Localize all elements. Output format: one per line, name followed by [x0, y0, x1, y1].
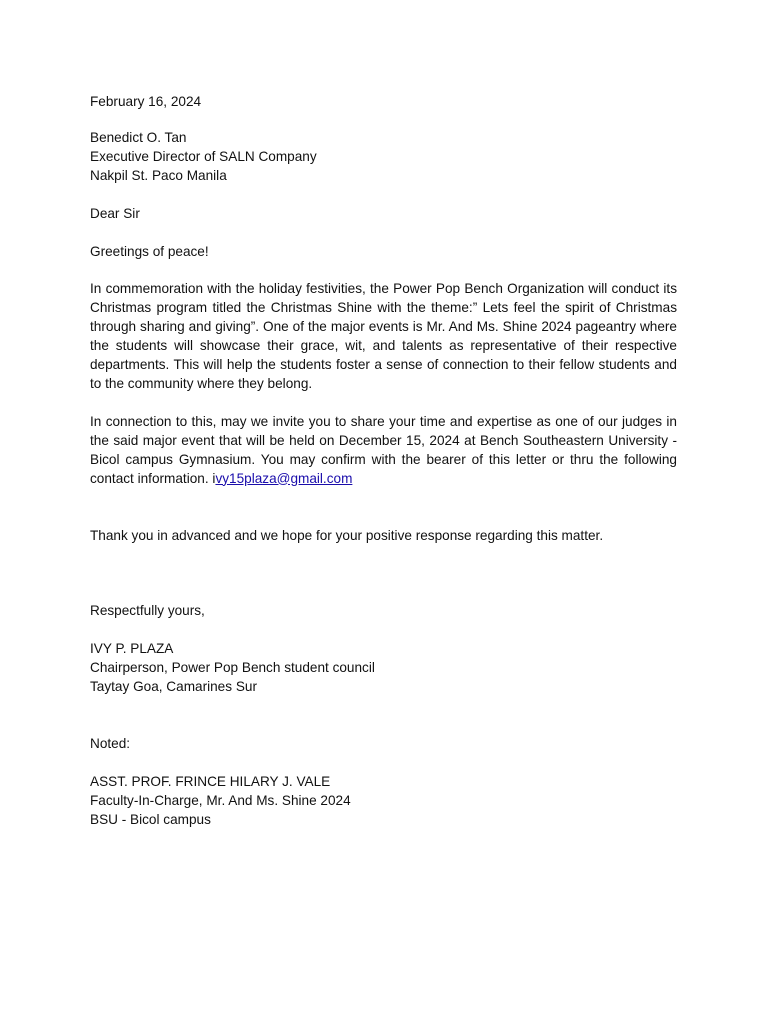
recipient-title: Executive Director of SALN Company	[90, 148, 317, 164]
recipient-address: Nakpil St. Paco Manila	[90, 167, 227, 183]
sender-title: Chairperson, Power Pop Bench student council	[90, 660, 375, 676]
thanks-line: Thank you in advanced and we hope for your positive response regarding this matter.	[90, 527, 604, 543]
letter-date: February 16, 2024	[90, 94, 202, 109]
body-paragraph-1: In commemoration with the holiday festivities, the Power Pop Bench Organization will conduct its Christmas program titled the Christmas Shine with the theme:” Lets feel the spirit of Christmas through sharing and giving”. One of the major events is Mr. And Ms. Shine 2024 pageantry where the students will showcase their grace, wit, and talents as representative of their respective departments. This will help the students foster a sense of connection to their fellow students and to the community where they belong.	[90, 281, 677, 391]
sender-block	[90, 640, 677, 697]
sender-name: IVY P. PLAZA	[90, 641, 174, 657]
closing: Respectfully yours,	[90, 603, 205, 619]
recipient-block	[90, 129, 677, 186]
recipient-name: Benedict O. Tan	[90, 129, 187, 145]
noted-by-name: ASST. PROF. FRINCE HILARY J. VALE	[90, 773, 331, 789]
noted-by-block	[90, 773, 677, 830]
noted-by-title: Faculty-In-Charge, Mr. And Ms. Shine 2024	[90, 792, 351, 808]
noted-by-org: BSU - Bicol campus	[90, 811, 211, 827]
body-paragraph-2	[90, 413, 677, 489]
contact-email-link[interactable]: vy15plaza@gmail.com	[215, 470, 353, 486]
noted-label: Noted:	[90, 736, 131, 752]
greeting: Greetings of peace!	[90, 243, 209, 259]
sender-address: Taytay Goa, Camarines Sur	[90, 679, 257, 695]
letter-page	[90, 93, 677, 830]
body-paragraph-2-text: In connection to this, may we invite you to share your time and expertise as one of our judges in the said major event that will be held on December 15, 2024 at Bench Southeastern University - Bicol campus Gymnasium. You may confirm with the bearer of this letter or thru the following contact information. i	[90, 413, 677, 486]
salutation: Dear Sir	[90, 205, 140, 221]
